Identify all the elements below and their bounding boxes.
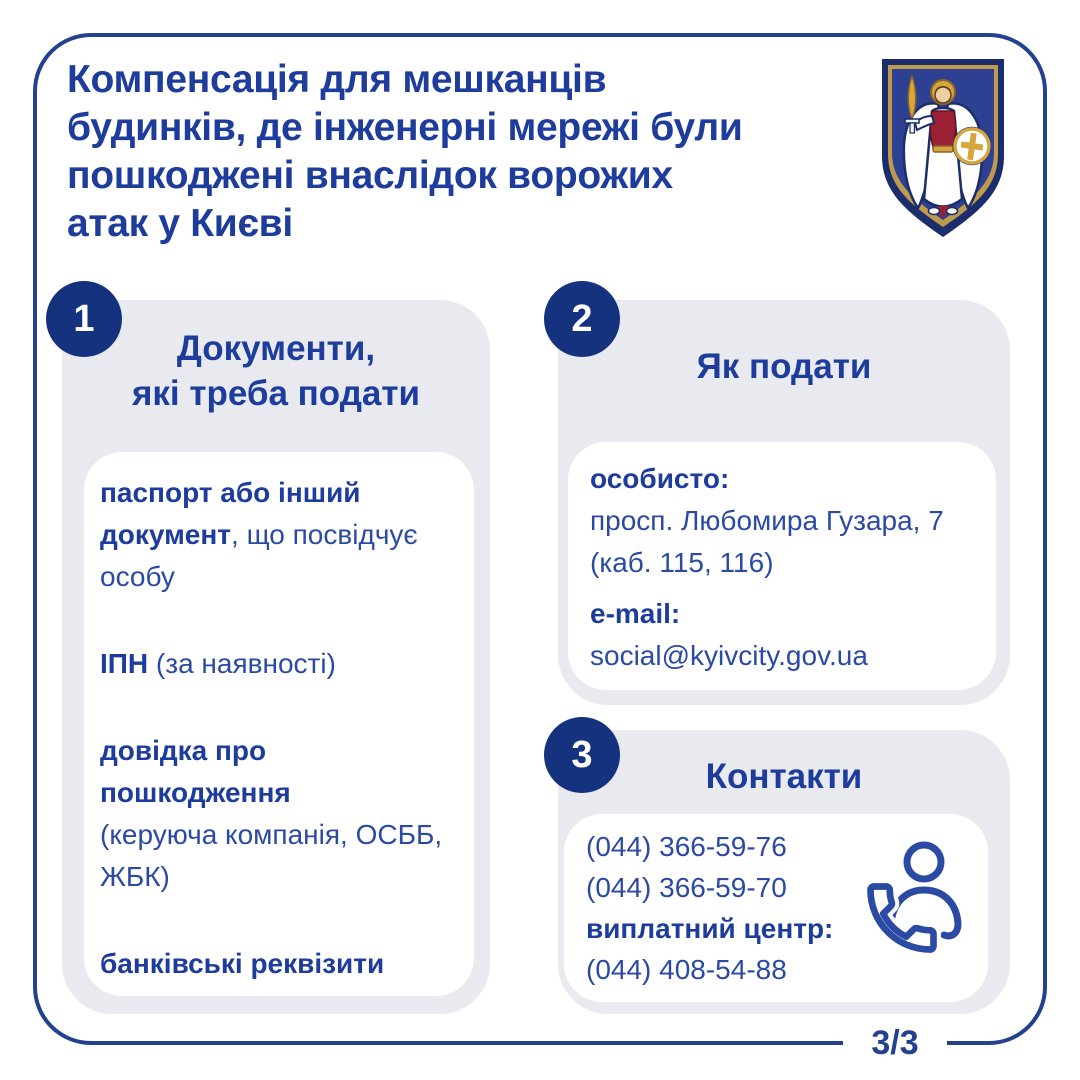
in-person-address: просп. Любомира Гузара, 7 (каб. 115, 116) xyxy=(590,505,944,578)
page-title xyxy=(67,56,867,248)
page-title-line: атак у Києві xyxy=(67,202,293,245)
payout-center-label: виплатний центр: xyxy=(586,913,834,944)
phone-line: (044) 366-59-70 xyxy=(586,872,787,903)
list-item-bold: ІПН xyxy=(100,648,149,679)
section-documents-title xyxy=(62,326,490,416)
section-contacts-title: Контакти xyxy=(705,757,863,796)
email-address: social@kyivcity.gov.ua xyxy=(590,640,868,671)
section-title-line: Документи, xyxy=(176,329,376,368)
payout-phone-line: (044) 408-54-88 xyxy=(586,954,787,985)
list-item-bold: довідка про пошкодження xyxy=(100,735,291,808)
phone-line: (044) 366-59-76 xyxy=(586,831,787,862)
list-item-rest: (за наявності) xyxy=(148,648,336,679)
list-item-bold: банківські реквізити xyxy=(100,948,385,979)
list-item-rest: (керуюча компанія, ОСББ, ЖБК) xyxy=(100,819,443,892)
step-3-badge: 3 xyxy=(544,717,620,793)
support-operator-icon xyxy=(858,836,968,956)
list-item-bank-details xyxy=(100,943,456,985)
list-item-rest: , що посвідчує особу xyxy=(100,519,418,592)
page-title-line: Компенсація для мешканців xyxy=(67,58,607,101)
list-item-damage-certificate xyxy=(100,730,456,898)
page-title-line: пошкоджені внаслідок ворожих xyxy=(67,154,673,197)
section-title-line: які треба подати xyxy=(131,374,421,413)
page-indicator: 3/3 xyxy=(871,1024,919,1062)
list-item-bold: паспорт або інший документ xyxy=(100,477,361,550)
list-item-passport xyxy=(100,472,456,598)
how-to-apply-details xyxy=(568,442,996,690)
step-2-badge: 2 xyxy=(544,281,620,357)
apply-in-person-row xyxy=(590,458,976,584)
documents-list xyxy=(84,452,474,996)
list-item-ipn xyxy=(100,643,456,685)
step-1-badge: 1 xyxy=(46,281,122,357)
page-title-line: будинків, де інженерні мережі були xyxy=(67,106,743,149)
email-label: e-mail: xyxy=(590,598,681,629)
apply-email-row xyxy=(590,593,976,677)
section-how-to-apply-title: Як подати xyxy=(696,347,872,386)
in-person-label: особисто: xyxy=(590,463,730,494)
kyiv-coat-of-arms-icon xyxy=(877,56,1009,240)
